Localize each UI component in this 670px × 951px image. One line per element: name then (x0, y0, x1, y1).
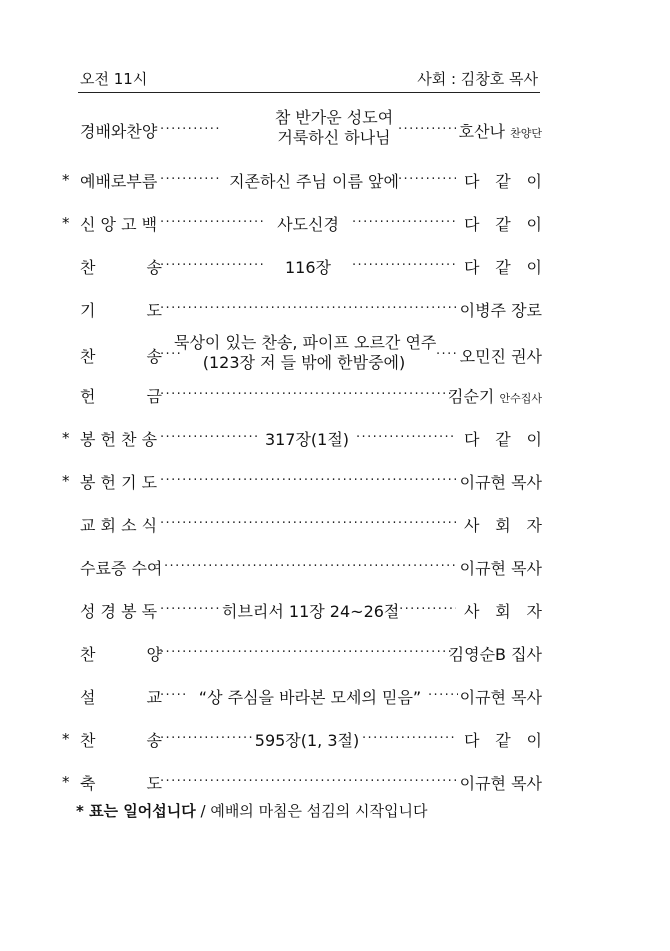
order-item-label: 신 앙 고 백 (80, 215, 158, 234)
person-char: 이 (526, 258, 542, 277)
person-main: 호산나 (458, 122, 506, 141)
order-item-content: 116장 (285, 258, 331, 277)
person-char: 같 (495, 172, 511, 191)
order-row-hymn (62, 248, 542, 284)
order-item-person: 이규현 목사 (459, 774, 542, 793)
order-row-praise-worship (62, 108, 542, 148)
person-char: 같 (495, 731, 511, 750)
order-item-label: 예배로부름 (80, 172, 158, 191)
person-char: 다 (464, 215, 480, 234)
order-item-person (448, 384, 542, 407)
person-sub: 안수집사 (499, 392, 542, 405)
standing-mark: * (62, 171, 70, 189)
footer-note-bold: * 표는 일어섭니다 (76, 802, 196, 820)
order-item-person: 이규현 목사 (459, 473, 542, 492)
person-char: 회 (495, 516, 511, 535)
standing-mark: * (62, 429, 70, 447)
person-char: 이 (526, 215, 542, 234)
person-char: 같 (495, 258, 511, 277)
leader-dots (160, 516, 456, 531)
sermon-title: “상 주심을 바라본 모세의 믿음” (198, 688, 422, 707)
order-item-label: 성 경 봉 독 (80, 602, 158, 621)
order-item-content: 사도신경 (277, 215, 339, 234)
leader-dots (356, 430, 456, 445)
order-item-person (464, 599, 542, 622)
order-item-label: 축 도 (80, 774, 162, 793)
standing-mark: * (62, 472, 70, 490)
order-row-scripture (62, 592, 542, 628)
order-row-prayer (62, 291, 542, 327)
order-row-offering (62, 377, 542, 413)
leader-dots (160, 473, 456, 488)
order-item-person (464, 728, 542, 751)
order-item-content: 595장(1, 3절) (254, 731, 360, 750)
leader-dots (160, 688, 188, 703)
person-char: 자 (526, 602, 542, 621)
service-leader: 사회 : 김창호 목사 (417, 70, 538, 88)
person-char: 같 (495, 430, 511, 449)
order-item-content: 317장(1절) (264, 430, 350, 449)
order-row-call-to-worship (62, 162, 542, 198)
leader-dots (160, 774, 456, 789)
leader-dots (352, 215, 456, 230)
order-item-person: 이병주 장로 (459, 301, 542, 320)
order-row-announcements (62, 506, 542, 542)
person-char: 자 (526, 516, 542, 535)
footer-note (76, 800, 428, 821)
order-item-label: 찬 송 (80, 347, 162, 366)
standing-mark: * (62, 730, 70, 748)
leader-dots (388, 602, 456, 617)
content-line-2: 거룩하신 하나님 (277, 128, 391, 147)
content-line-2: (123장 저 들 밖에 한밤중에) (202, 353, 406, 372)
person-char: 같 (495, 215, 511, 234)
order-row-certificates (62, 549, 542, 585)
standing-mark: * (62, 214, 70, 232)
order-row-benediction (62, 764, 542, 800)
order-item-person (464, 255, 542, 278)
order-row-hymn-organ (62, 333, 542, 373)
person-char: 이 (526, 172, 542, 191)
order-item-person: 이규현 목사 (459, 559, 542, 578)
leader-dots (160, 430, 258, 445)
person-char: 다 (464, 731, 480, 750)
order-row-creed (62, 205, 542, 241)
person-char: 사 (464, 516, 480, 535)
order-row-offering-prayer (62, 463, 542, 499)
order-item-person (464, 212, 542, 235)
order-row-anthem (62, 635, 542, 671)
order-item-content: 지존하신 주님 이름 앞에 (229, 172, 399, 191)
leader-dots (160, 215, 266, 230)
person-char: 회 (495, 602, 511, 621)
order-item-label: 봉 헌 기 도 (80, 473, 158, 492)
order-item-label: 경배와찬양 (80, 122, 158, 141)
person-main: 김순기 (448, 387, 495, 406)
leader-dots (160, 387, 456, 402)
person-char: 다 (464, 172, 480, 191)
leader-dots (436, 347, 458, 362)
leader-dots (160, 172, 222, 187)
order-item-person (464, 169, 542, 192)
order-item-person: 김영순B 집사 (448, 645, 542, 664)
order-row-offering-hymn (62, 420, 542, 456)
leader-dots (160, 122, 222, 137)
order-row-sermon (62, 678, 542, 714)
order-item-content: 히브리서 11장 24~26절 (222, 602, 400, 621)
person-char: 사 (464, 602, 480, 621)
leader-dots (160, 258, 266, 273)
order-item-person: 오민진 권사 (459, 347, 542, 366)
content-line-1: 묵상이 있는 찬송, 파이프 오르간 연주 (174, 333, 437, 352)
order-item-person (464, 427, 542, 450)
leader-dots (164, 559, 456, 574)
order-item-label: 찬 양 (80, 645, 162, 664)
order-row-closing-hymn (62, 721, 542, 757)
order-item-person (459, 119, 542, 142)
leader-dots (398, 172, 456, 187)
service-time: 오전 11시 (80, 70, 148, 88)
order-item-label: 헌 금 (80, 387, 162, 406)
leader-dots (160, 602, 222, 617)
footer-note-text: / 예배의 마침은 섬김의 시작입니다 (195, 802, 428, 820)
order-item-label: 교 회 소 식 (80, 516, 158, 535)
order-item-label: 찬 송 (80, 731, 162, 750)
leader-dots (352, 258, 456, 273)
person-sub: 찬양단 (510, 127, 542, 140)
leader-dots (160, 645, 456, 660)
standing-mark: * (62, 773, 70, 791)
order-item-content (174, 333, 437, 373)
leader-dots (160, 301, 456, 316)
order-item-person: 이규현 목사 (459, 688, 542, 707)
leader-dots (160, 731, 252, 746)
order-item-label: 찬 송 (80, 258, 162, 277)
leader-dots (428, 688, 458, 703)
leader-dots (362, 731, 456, 746)
person-char: 다 (464, 430, 480, 449)
order-item-label: 봉 헌 찬 송 (80, 430, 158, 449)
order-item-person (464, 513, 542, 536)
person-char: 이 (526, 430, 542, 449)
leader-dots (398, 122, 456, 137)
content-line-1: 참 반가운 성도여 (274, 108, 394, 127)
order-item-label: 기 도 (80, 301, 162, 320)
person-char: 이 (526, 731, 542, 750)
order-item-label: 수료증 수여 (80, 559, 163, 578)
bulletin-header (78, 62, 540, 93)
person-char: 다 (464, 258, 480, 277)
order-item-label: 설 교 (80, 688, 162, 707)
